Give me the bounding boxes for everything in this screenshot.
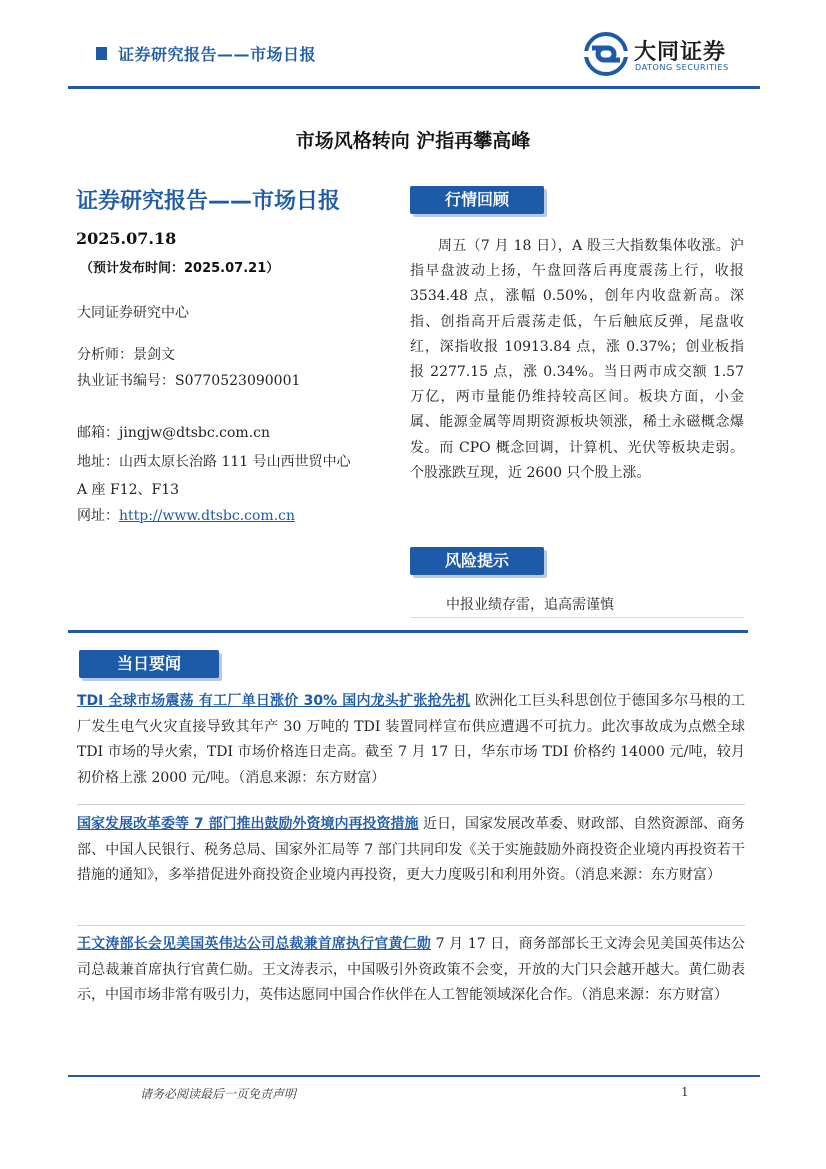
news-body: 欧洲化工巨头科思创位于德国多尔马根的工厂发生电气火灾直接导致其年产 30 万吨的 TDI 装置同样宣布供应遭遇不可抗力。此次事故成为点燃全球 TDI 市场的导火索，TDI 市场价格连日走高。截至 7 月 17 日，华东市场 TDI 价格约 14000 元/吨，较月初价格上涨 2000 元/吨。（消息来源：东方财富） [77,693,746,786]
risk-warning-text: 中报业绩存雷，追高需谨慎 [446,597,614,613]
news-divider [77,925,745,926]
page-number: 1 [681,1085,689,1099]
company-logo [584,32,759,76]
license-number: 执业证书编号：S0770523090001 [77,373,301,389]
header-divider [68,86,760,89]
news-headline[interactable]: 国家发展改革委等 7 部门推出鼓励外资境内再投资措施 [77,816,419,832]
news-item [77,812,745,889]
header-square-icon [96,47,107,60]
footer-disclaimer: 请务必阅读最后一页免责声明 [140,1087,297,1101]
risk-warning-tag: 风险提示 [410,547,544,575]
address-line-2: A 座 F12、F13 [77,482,180,498]
market-review-text: 周五（7 月 18 日），A 股三大指数集体收涨。沪指早盘波动上扬，午盘回落后再度震荡上行，收报 3534.48 点，涨幅 0.50%，创年内收盘新高。深指、创指高开后震荡走低，午后触底反弹，尾盘收红，深指收报 10913.84 点，涨 0.37%；创业板指报 2277.15 点，涨 0.34%。当日两市成交额 1.57 万亿，两市量能仍维持较高区间。板块方面，小金属、能源金属等周期资源板块领涨，稀土永磁概念爆发。而 CPO 概念回调，计算机、光伏等板块走弱。个股涨跌互现，近 2600 只个股上涨。 [410,238,744,481]
news-divider [77,804,745,805]
daily-news-tag: 当日要闻 [79,650,219,678]
publish-time: （预计发布时间：2025.07.21） [80,261,280,276]
website [77,505,295,525]
website-label: 网址： [77,508,119,524]
news-body: 近日，国家发展改革委、财政部、自然资源部、商务部、中国人民银行、税务总局、国家外汇局等 7 部门共同印发《关于实施鼓励外商投资企业境内再投资若干措施的通知》，多举措促进外商投资企业境内再投资，更大力度吸引和利用外资。（消息来源：东方财富） [77,816,745,884]
analyst-name: 分析师：景剑文 [77,347,175,363]
report-title: 市场风格转向 沪指再攀高峰 [295,130,531,152]
contact-email: 邮箱：jingjw@dtsbc.com.cn [77,425,270,441]
header-report-type: 证券研究报告——市场日报 [118,45,317,64]
report-type-heading: 证券研究报告——市场日报 [76,189,341,214]
website-link[interactable]: http://www.dtsbc.com.cn [119,508,295,524]
institute-name: 大同证券研究中心 [77,305,189,321]
risk-divider [410,617,744,618]
datong-logo-icon [584,32,628,76]
footer-divider [68,1075,760,1077]
news-headline[interactable]: TDI 全球市场震荡 有工厂单日涨价 30% 国内龙头扩张抢先机 [77,693,471,709]
logo-chinese-name: 大同证券 [634,40,727,65]
market-review-tag: 行情回顾 [410,186,544,214]
news-body: 7 月 17 日，商务部部长王文涛会见美国英伟达公司总裁兼首席执行官黄仁勋。王文涛表示，中国吸引外资政策不会变，开放的大门只会越开越大。黄仁勋表示，中国市场非常有吸引力，英伟达愿同中国合作伙伴在人工智能领域深化合作。（消息来源：东方财富） [77,936,746,1004]
news-headline[interactable]: 王文涛部长会见美国英伟达公司总裁兼首席执行官黄仁勋 [77,936,431,952]
news-item [77,689,745,791]
section-divider [68,630,748,633]
address-line-1: 地址：山西太原长治路 111 号山西世贸中心 [77,454,351,470]
news-item [77,932,745,1009]
report-date: 2025.07.18 [76,229,177,248]
logo-english-name: DATONG SECURITIES [635,63,729,72]
